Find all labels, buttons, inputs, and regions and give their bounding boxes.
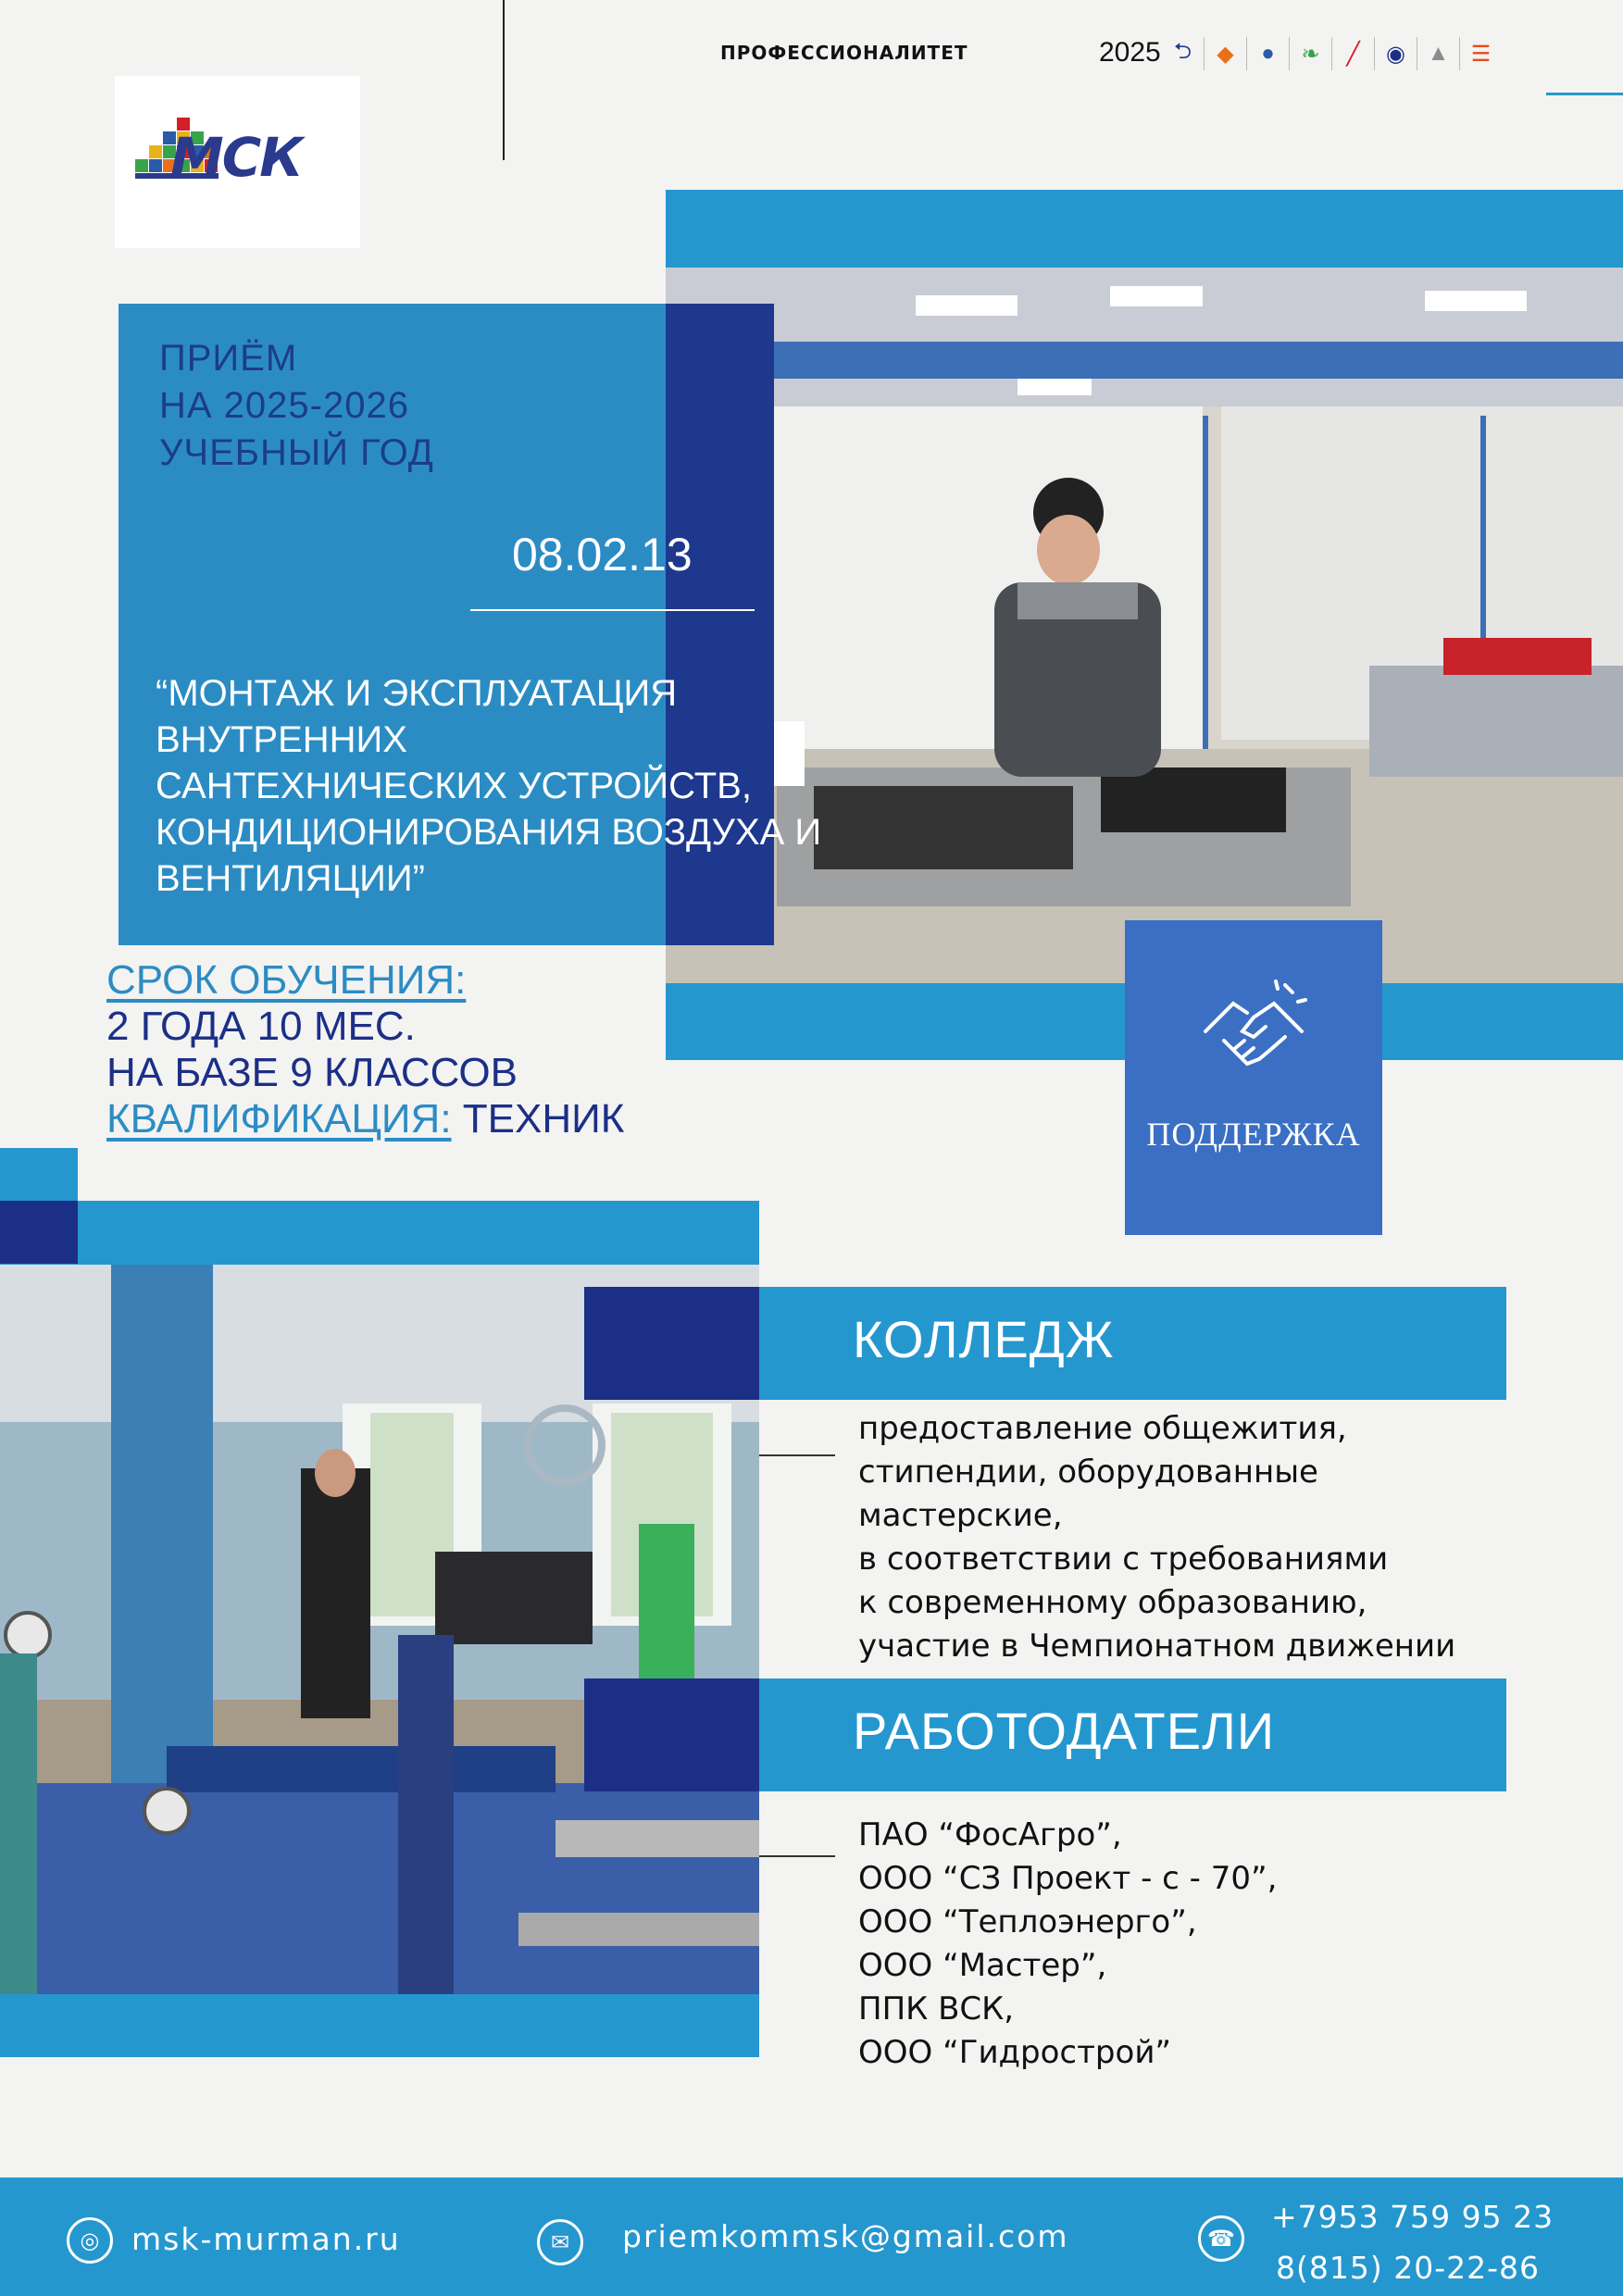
study-info xyxy=(106,957,624,1142)
brand-year: 2025 xyxy=(1099,37,1161,68)
leaf-icon: ❧ xyxy=(1289,37,1331,70)
employers-list: ПАО “ФосАгро”, ООО “СЗ Проект - с - 70”, ООО “Теплоэнерго”, ООО “Мастер”, ППК ВСК, ООО “Гидрострой” xyxy=(858,1816,1278,2071)
logo-text: МСК xyxy=(170,126,302,189)
header-divider xyxy=(503,0,505,160)
email-link[interactable]: priemkommsk@gmail.com xyxy=(622,2218,1069,2254)
duration-label: СРОК ОБУЧЕНИЯ: xyxy=(106,957,467,1003)
specialty-name: “МОНТАЖ И ЭКСПЛУАТАЦИЯ ВНУТРЕННИХ САНТЕХНИЧЕСКИХ УСТРОЙСТВ, КОНДИЦИОНИРОВАНИЯ ВОЗДУХА И ВЕНТИЛЯЦИИ” xyxy=(156,673,822,899)
header-accent-line xyxy=(1546,93,1623,95)
college-banner-overlay xyxy=(584,1287,759,1400)
employers-tick xyxy=(759,1855,835,1857)
stack-icon: ☰ xyxy=(1459,37,1502,70)
decor-block-dark xyxy=(0,1201,78,1264)
college-title: КОЛЛЕДЖ xyxy=(853,1310,1115,1368)
college-benefits: предоставление общежития, стипендии, оборудованные мастерские, в соответствии с требованиями к современному образованию, участие в Чемпионатном движении xyxy=(858,1410,1456,1665)
support-box xyxy=(1125,920,1382,1235)
phone-1[interactable]: +7953 759 95 23 xyxy=(1271,2199,1554,2235)
fish-icon: ● xyxy=(1246,37,1289,70)
rail-icon: ⮌ xyxy=(1173,38,1192,64)
mail-icon: ✉ xyxy=(537,2219,583,2265)
mountain-icon: ▲ xyxy=(1417,37,1459,70)
specialty-code: 08.02.13 xyxy=(512,529,693,580)
brand-label: ПРОФЕССИОНАЛИТЕТ xyxy=(720,42,968,64)
admission-heading: ПРИЁМ НА 2025-2026 УЧЕБНЫЙ ГОД xyxy=(159,338,434,473)
phone-icon: ☎ xyxy=(1198,2215,1244,2262)
employers-banner-overlay xyxy=(584,1678,759,1791)
qualification: КВАЛИФИКАЦИЯ: ТЕХНИК xyxy=(106,1096,625,1142)
phone-2[interactable]: 8(815) 20-22-86 xyxy=(1276,2250,1541,2286)
handshake-icon xyxy=(1196,976,1311,1091)
sector-icons xyxy=(1162,37,1502,70)
base-education: НА БАЗЕ 9 КЛАССОВ xyxy=(106,1050,518,1095)
employers-title: РАБОТОДАТЕЛИ xyxy=(853,1702,1276,1760)
website-link[interactable]: msk-murman.ru xyxy=(131,2221,401,2257)
code-underline xyxy=(470,609,755,611)
duration-value: 2 ГОДА 10 МЕС. xyxy=(106,1004,416,1049)
ring-icon: ◉ xyxy=(1374,37,1417,70)
drop-icon: ◆ xyxy=(1204,37,1246,70)
slash-icon: ╱ xyxy=(1331,37,1374,70)
support-label: ПОДДЕРЖКА xyxy=(1146,1116,1361,1153)
globe-icon: ◎ xyxy=(67,2217,113,2264)
college-logo xyxy=(115,76,360,248)
college-tick xyxy=(759,1454,835,1456)
